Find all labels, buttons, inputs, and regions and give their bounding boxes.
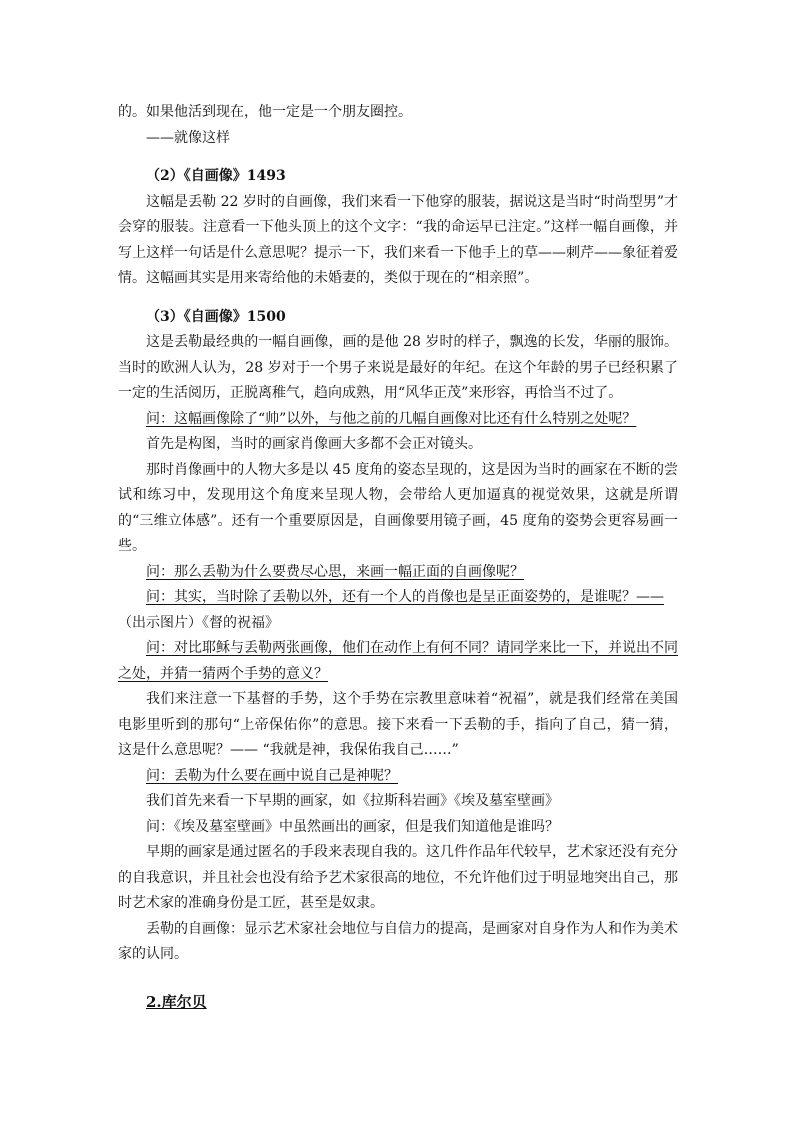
paragraph-1493-description: 这幅是丢勒 22 岁时的自画像，我们来看一下他穿的服装，据说这是当时“时尚型男”才会穿的服装。注意看一下他头顶上的这个文字：“我的命运早已注定。”这样一幅自画像，并写上这样一句话是什么意思呢？提示一下，我们来看一下他手上的草——刺芹——象征着爱情。这幅画其实是用来寄给他的未婚妻的，类似于现在的“相亲照”。 — [118, 193, 678, 286]
paragraph-composition: 首先是构图，当时的画家肖像画大多都不会正对镜头。 — [146, 436, 482, 452]
paragraph-anonymous: 早期的画家是通过匿名的手段来表现自我的。这几件作品年代较早，艺术家还没有充分的自我意识，并且社会也没有给予艺术家很高的地位，不允许他们过于明显地突出自己，那时艺术家的准确身份是工匠，甚至是奴隶。 — [118, 844, 678, 911]
paragraph-continuation: 的。如果他活到现在，他一定是一个朋友圈控。 — [118, 104, 412, 120]
paragraph-gesture: 我们来注意一下基督的手势，这个手势在宗教里意味着“祝福”，就是我们经常在美国电影里听到的那句“上帝保佑你”的意思。接下来看一下丢勒的手，指向了自己，猜一猜，这是什么意思呢？—— “我就是神，我保佑我自己……” — [118, 691, 678, 758]
section-heading-courbet: 2.库尔贝 — [146, 992, 207, 1011]
heading-self-portrait-1493: （2）《自画像》1493 — [146, 168, 286, 184]
paragraph-early-painters: 我们首先来看一下早期的画家，如《拉斯科岩画》《埃及墓室壁画》 — [146, 793, 559, 809]
paragraph-egypt-question: 问：《埃及墓室壁画》中虽然画出的画家，但是我们知道他是谁吗？ — [146, 818, 559, 835]
question-4: 问：对比耶稣与丢勒两张画像，他们在动作上有何不同？请同学来比一下，并说出不同之处，并猜一猜两个手势的意义？ — [118, 640, 678, 682]
paragraph-conclusion: 丢勒的自画像：显示艺术家社会地位与自信力的提高，是画家对自身作为人和作为美术家的认同。 — [118, 920, 678, 962]
question-3: 问：其实，当时除了丢勒以外，还有一个人的肖像也是呈正面姿势的，是谁呢？—— — [146, 589, 664, 605]
question-2: 问：那么丢勒为什么要费尽心思，来画一幅正面的自画像呢？ — [146, 563, 524, 580]
paragraph-like-this: ——就像这样 — [146, 129, 230, 146]
question-5: 问：丢勒为什么要在画中说自己是神呢？ — [146, 767, 398, 784]
document-page — [118, 100, 678, 1015]
heading-self-portrait-1500: （3）《自画像》1500 — [146, 308, 286, 325]
paragraph-show-image: （出示图片）《督的祝福》 — [118, 614, 279, 631]
paragraph-45-degree: 那时肖像画中的人物大多是以 45 度角的姿态呈现的，这是因为当时的画家在不断的尝试和练习中，发现用这个角度来呈现人物，会带给人更加逼真的视觉效果，这就是所谓的“三维立体感”。还有一个重要原因是，自画像要用镜子画，45 度角的姿势会更容易画一些。 — [118, 461, 678, 554]
paragraph-1500-description: 这是丢勒最经典的一幅自画像，画的是他 28 岁时的样子，飘逸的长发，华丽的服饰。当时的欧洲人认为，28 岁对于一个男子来说是最好的年纪。在这个年龄的男子已经积累了一定的生活阅历，正脱离稚气，趋向成熟，用“风华正茂”来形容，再恰当不过了。 — [118, 334, 678, 401]
question-1: 问：这幅画像除了“帅”以外，与他之前的几幅自画像对比还有什么特别之处呢？ — [146, 410, 637, 427]
